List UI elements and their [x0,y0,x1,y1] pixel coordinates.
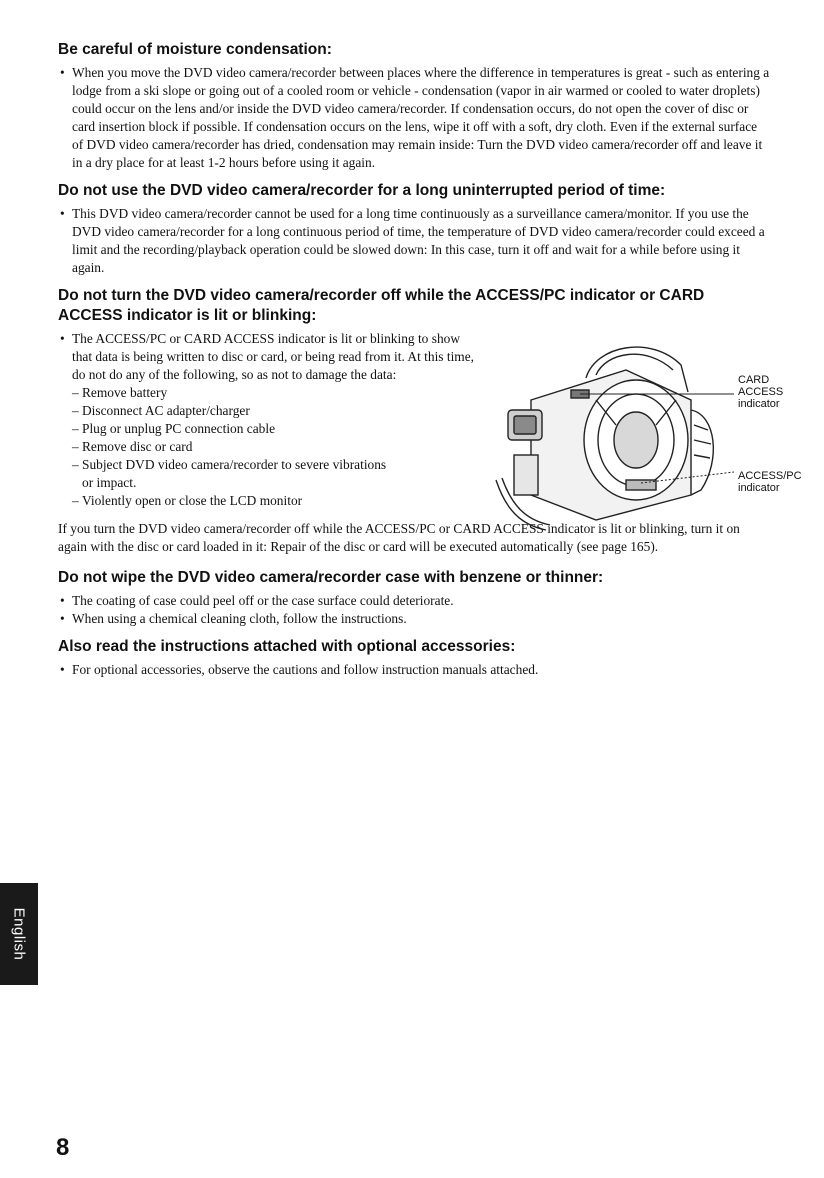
heading-long-use: Do not use the DVD video camera/recorder for a long uninterrupted period of time: [58,182,666,199]
heading-benzene: Do not wipe the DVD video camera/recorder case with benzene or thinner: [58,569,604,586]
bullet-benzene-1: • The coating of case could peel off or the case surface could deteriorate. [58,592,770,610]
dash-item: – Violently open or close the LCD monitor [58,492,483,510]
access-pc-label-line1: ACCESS/PC [738,470,802,482]
card-access-label-line1: CARD [738,374,770,386]
dash-item: – Remove disc or card [58,438,483,456]
bullet-access-1: • The ACCESS/PC or CARD ACCESS indicator is lit or blinking to show that data is being written to disc or card, or being read from it. At this time, do not do any of the following, so as not to damage the data: [58,330,483,384]
section-moisture [58,40,770,172]
language-tab-label: English [10,907,28,961]
card-access-label [738,374,783,410]
bullet-long-use-1: • This DVD video camera/recorder cannot be used for a long time continuously as a surveillance camera/monitor. If you use the DVD video camera/recorder for a long continuous period of time, the temperature of DVD video camera/recorder could exceed a limit and the recording/playback operation could be slowed down: In this case, turn it off and wait for a while before using it again. [58,205,770,277]
access-block [58,330,802,510]
section-long-use [58,181,770,277]
dash-item: – Plug or unplug PC connection cable [58,420,483,438]
bullet-benzene-2: • When using a chemical cleaning cloth, follow the instructions. [58,610,770,628]
heading-accessories: Also read the instructions attached with optional accessories: [58,638,516,655]
page-number: 8 [56,1134,70,1161]
bullet-accessories-1: • For optional accessories, observe the cautions and follow instruction manuals attached. [58,661,770,679]
bullet-moisture-1: • When you move the DVD video camera/recorder between places where the difference in temperatures is great - such as entering a lodge from a ski slope or going out of a cooled room or vehicle - condensation (vapor in air warmed or cooled to water droplets) could occur on the lens and/or inside the DVD video camera/recorder. If condensation occurs, do not open the cover of disc or card insertion block if possible. If condensation occurs on the lens, wipe it off with a soft, dry cloth. Even if the external surface of DVD video camera/recorder has dried, condensation may remain inside: Turn the DVD video camera/recorder off and leave it in a dry place for at least 1-2 hours before using it again. [58,64,770,172]
access-pc-label [738,470,802,494]
card-access-label-line3: indicator [738,398,780,410]
dash-item: – Disconnect AC adapter/charger [58,402,483,420]
heading-moisture: Be careful of moisture condensation: [58,41,332,58]
dash-continuation: or impact. [82,475,137,490]
heading-access-indicator: Do not turn the DVD video camera/recorder off while the ACCESS/PC indicator or CARD ACCESS indicator is lit or blinking: [58,287,705,324]
section-accessories [58,637,770,679]
dash-item: – Remove battery [58,384,483,402]
page-content [58,40,802,688]
dash-item: – Subject DVD video camera/recorder to severe vibrations [58,456,483,474]
access-after-paragraph: If you turn the DVD video camera/recorder off while the ACCESS/PC or CARD ACCESS indicator is lit or blinking, turn it on again with the disc or card loaded in it: Repair of the disc or card will be executed automatically (see page 165). [58,521,740,554]
language-tab [0,883,38,985]
camcorder-illustration [476,330,776,545]
section-access-indicator [58,286,802,556]
access-text [58,330,483,510]
access-pc-label-line2: indicator [738,482,780,494]
camcorder-figure [476,330,802,545]
section-benzene [58,568,770,628]
card-access-label-line2: ACCESS [738,386,784,398]
